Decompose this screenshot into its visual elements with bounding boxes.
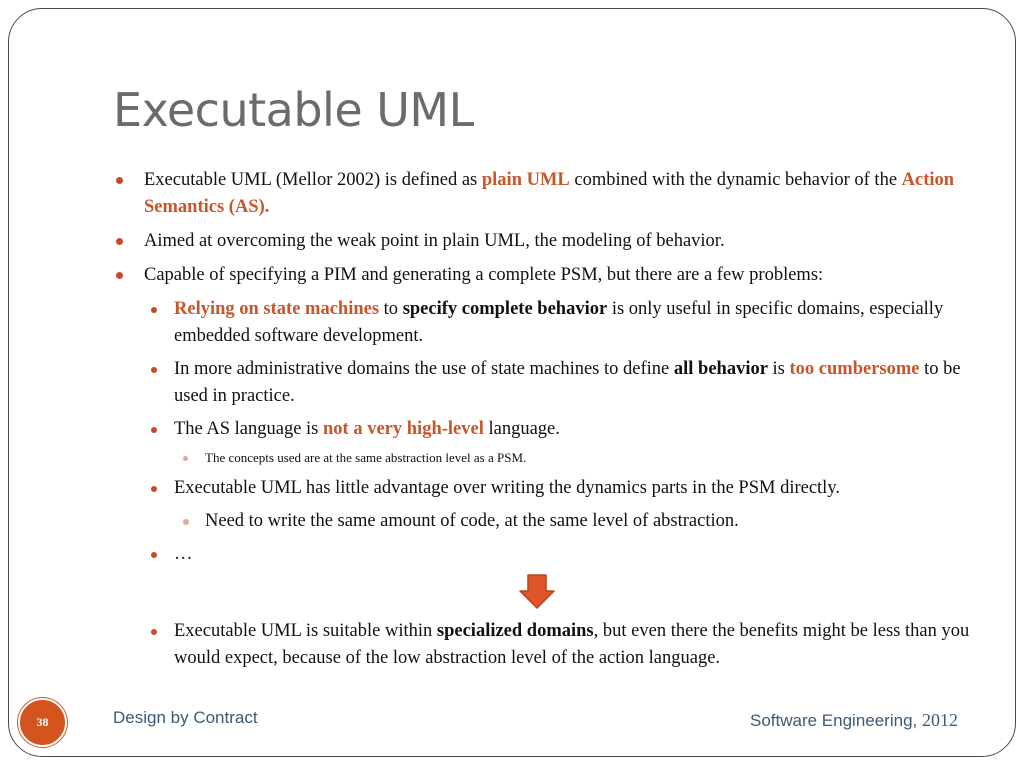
subbullet-little-advantage (113, 475, 973, 502)
highlight-action-semantics: Action Semantics (AS). (144, 170, 955, 217)
bullet-dot-icon (151, 486, 157, 492)
down-arrow-icon (518, 574, 556, 610)
subbullet-as-language (113, 416, 973, 443)
bullet-dot-icon (151, 629, 157, 635)
bullet-dot-icon (151, 427, 157, 433)
bullet-text: language. (483, 419, 560, 439)
highlight-relying-on-state-machines: Relying on state machines (174, 299, 380, 319)
bullet-capable-of (113, 262, 973, 289)
bullet-dot-icon (151, 307, 157, 313)
bullet-text: Executable UML (Mellor 2002) is defined as (144, 170, 482, 190)
subbullet-state-machines (113, 296, 973, 350)
subsubbullet-same-amount-of-code (113, 508, 973, 535)
bullet-dot-icon (151, 552, 157, 558)
page-number-badge: 38 (18, 698, 67, 747)
bold-specify-complete-behavior: specify complete behavior (402, 299, 608, 319)
bullet-text: The AS language is (174, 419, 324, 439)
footer-year: 2012 (922, 710, 958, 730)
bullet-text: In more administrative domains the use of state machines to define (174, 359, 674, 379)
bullet-text: is only useful in specific domains, especially embedded software development. (174, 299, 944, 346)
bullet-dot-icon (151, 367, 157, 373)
bullet-text: , but even there the benefits might be less than you would expect, because of the low abstraction level of the action language. (174, 621, 970, 668)
footer-section-title: Design by Contract (113, 708, 258, 727)
highlight-plain-uml: plain UML (481, 170, 570, 190)
bullet-text: to (379, 299, 403, 319)
subbullet-ellipsis (113, 541, 973, 568)
bold-all-behavior: all behavior (673, 359, 768, 379)
bullet-text: is (767, 359, 790, 379)
subbullet-administrative-domains (113, 356, 973, 410)
bullet-text: combined with the dynamic behavior of the (569, 170, 902, 190)
bullet-executable-uml-definition (113, 167, 973, 221)
bullet-text: The concepts used are at the same abstraction level as a PSM. (205, 450, 527, 465)
footer-course-name: Software Engineering, (749, 711, 918, 730)
bullet-text: Executable UML has little advantage over writing the dynamics parts in the PSM directly. (174, 478, 840, 498)
bullet-text: Capable of specifying a PIM and generating a complete PSM, but there are a few problems: (144, 265, 824, 285)
footer-course-title (750, 710, 958, 731)
bullet-text: to be used in practice. (174, 359, 961, 406)
subbullet-specialized-domains (113, 618, 973, 672)
bullet-dot-icon (183, 519, 189, 525)
highlight-too-cumbersome: too cumbersome (789, 359, 920, 379)
arrow-row (113, 574, 973, 614)
slide-content (113, 167, 973, 678)
bullet-text: Aimed at overcoming the weak point in plain UML, the modeling of behavior. (144, 231, 725, 251)
bullet-aimed-at (113, 228, 973, 255)
bullet-dot-icon (116, 272, 123, 279)
bullet-text: Executable UML is suitable within (174, 621, 437, 641)
slide-title: Executable UML (113, 83, 474, 137)
bold-specialized-domains: specialized domains (436, 621, 594, 641)
highlight-not-very-high-level: not a very high-level (323, 419, 484, 439)
bullet-dot-icon (116, 177, 123, 184)
bullet-text: … (174, 544, 193, 564)
subsubbullet-concepts-psm (113, 449, 973, 467)
bullet-dot-icon (183, 456, 188, 461)
bullet-text: Need to write the same amount of code, at the same level of abstraction. (205, 511, 739, 531)
bullet-dot-icon (116, 238, 123, 245)
